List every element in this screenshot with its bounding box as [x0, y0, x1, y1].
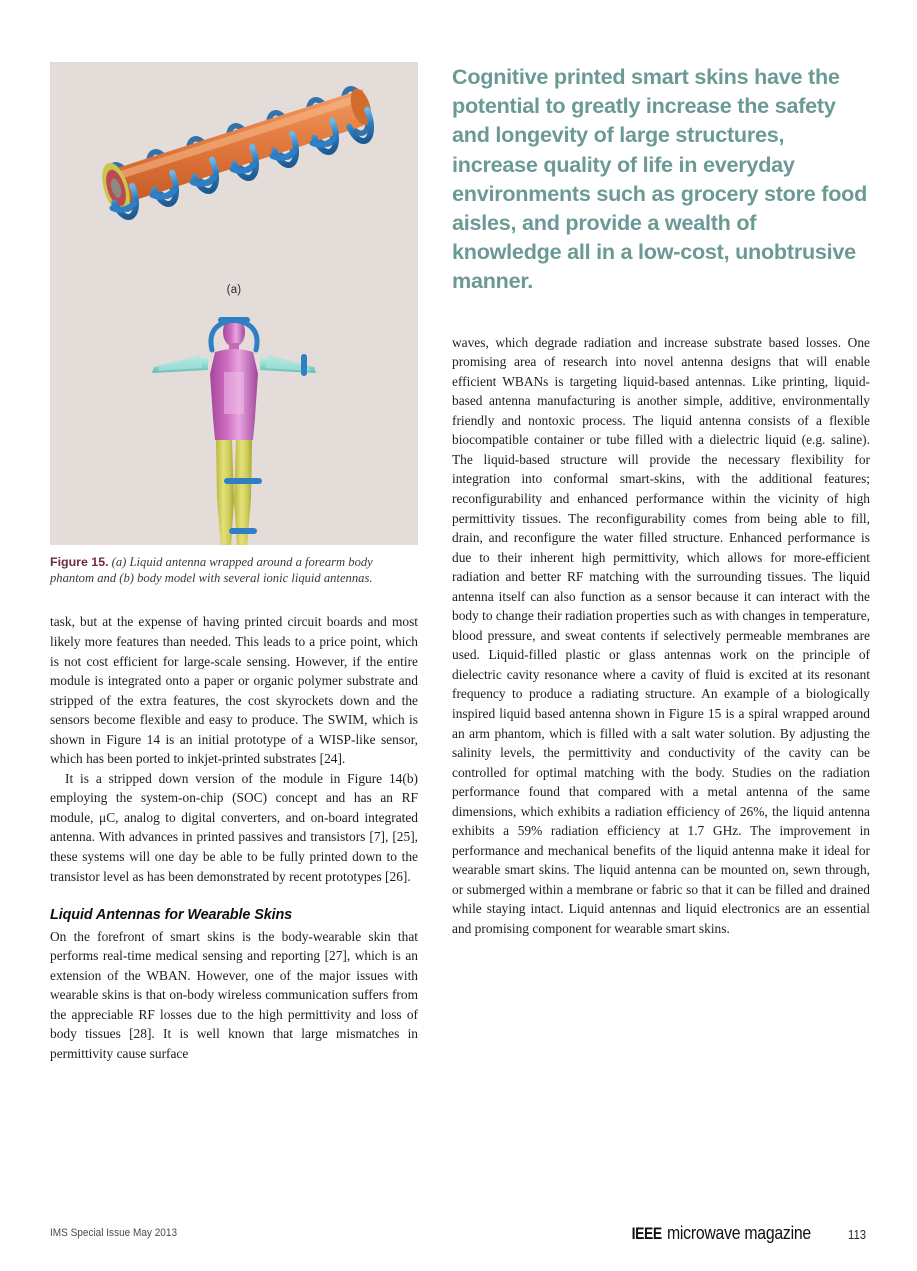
pull-quote: Cognitive printed smart skins have the potential to greatly increase the safety and longevity of large structures, increase quality of life in everyday environments such as grocery store food aisles, and provide a wealth of knowledge all in a low-cost, unobtrusive manner.: [452, 64, 868, 294]
magazine-brand: IEEE: [631, 1224, 662, 1243]
body-model-illustration: [150, 310, 318, 545]
figure-15-image: [50, 62, 418, 545]
liquid-antenna-tube-illustration: [76, 74, 406, 274]
magazine-name: microwave magazine: [666, 1222, 811, 1243]
page-footer: [0, 1213, 917, 1271]
paragraph-stripped-down: It is a stripped down version of the module in Figure 14(b) employing the system-on-chip (SOC) concept and has an RF module, μC, analog to digital converters, and on-board integrated antenna. With advances in printed passives and transistors [7], [25], these systems will one day be able to be fully printed down to the transistor level as has been demonstrated by recent prototypes [26].: [50, 770, 418, 884]
figure-caption-prefix: Figure 15.: [50, 555, 109, 569]
right-column: [452, 62, 870, 939]
magazine-title: [625, 1222, 834, 1244]
figure-caption: [50, 554, 418, 586]
right-column-body: [452, 333, 870, 939]
figure-caption-text: (a) Liquid antenna wrapped around a forearm body phantom and (b) body model with several ionic liquid antennas.: [50, 555, 373, 586]
section-heading-liquid-antennas: Liquid Antennas for Wearable Skins: [50, 907, 293, 924]
page-number: 113: [847, 1228, 866, 1242]
figure-panel-a-label: (a): [226, 284, 242, 296]
paragraph-wearable-skins: On the forefront of smart skins is the body-wearable skin that performs real-time medical sensing and reporting [27], which is an extension of the WBAN. However, one of the major issues with wearable skins is that on-body wireless communication suffers from the appreciable RF losses due to the high permittivity and loss of body tissues [28]. It is well known that large mismatches in permittivity cause surface: [50, 928, 418, 1061]
left-column: [50, 62, 418, 1063]
left-column-body: [50, 612, 418, 1063]
paragraph-liquid-antennas: waves, which degrade radiation and increase substrate based losses. One promising area of research into novel antenna designs that will enable efficient WBANs is targeting liquid-based antennas. Like printing, liquid-based antenna manufacturing is another simple, additive, environmentally friendly and nontoxic process. The liquid antenna consists of a flexible biocompatible container or tube filled with a dielectric liquid (e.g. saline). The liquid-based structure will provide the necessary flexibility for integration into conformal smart-skins, with the additional features; reconfigurability and enhanced performance within the vicinity of high permittivity tissues. The reconfigurability comes from being able to fill, drain, and reconfigure the water filled structure. Enhanced performance is due to their inherent high permittivity, which allows for more-efficient radiation and better RF matching with the surrounding tissues. The liquid antenna itself can also function as a sensor because it can interact with the body to change their radiation properties such as with changes in temperature, blood pressure, and sweat contents if selectively permeable membranes are used. Liquid-filled plastic or glass antennas work on the principle of dielectric cavity resonance where a cavity of fluid is excited at its resonant frequency to produce a radiating structure. An example of a biologically inspired liquid based antenna shown in Figure 15 is a spiral wrapped around an arm phantom, which is filled with a salt water solution. By adjusting the salinity levels, the permittivity and conductivity of the cavity can be controlled for optimal matching with the body. Studies on the radiation performance found that compared with a metal antenna of the same dimensions, which exhibits a radiation efficiency of 26%, the liquid antenna exhibits a 59% radiation efficiency at 1.7 GHz. The improvement in performance and mechanical benefits of the liquid antenna make it ideal for wearable smart skins. The liquid antenna can be mounted on, sewn through, or submerged within a membrane or fabric so that it can be filled and drained while staying intact. Liquid antennas and liquid electronics are an essential and promising component for wearable smart skins.: [452, 334, 870, 937]
paragraph-task: task, but at the expense of having printed circuit boards and most likely more features than needed. This leads to a price point, which is not cost efficient for large-scale sensing. However, if the entire module is integrated onto a paper or organic polymer substrate and stripped of the extra features, the cost skyrockets down and the sensors become flexible and easy to produce. The SWIM, which is shown in Figure 14 is an initial prototype of a WISP-like sensor, which has been ported to inkjet-printed substrates [24].: [50, 614, 418, 767]
footer-magazine-block: [625, 1222, 867, 1244]
footer-issue-label: IMS Special Issue May 2013: [50, 1227, 178, 1239]
